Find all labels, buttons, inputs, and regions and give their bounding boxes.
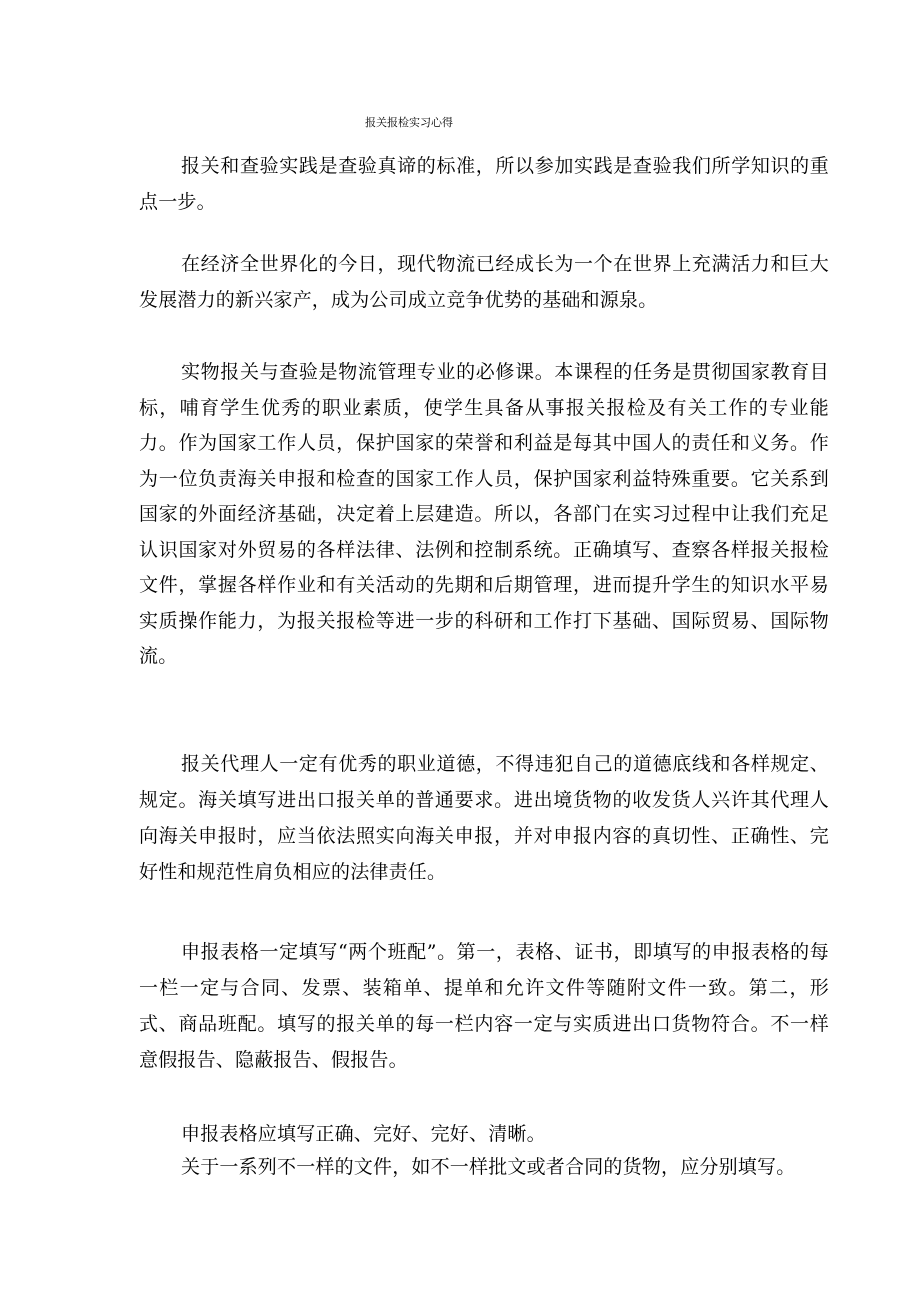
paragraph-1: 报关和查验实践是查验真谛的标准，所以参加实践是查验我们所学知识的重点一步。 (139, 155, 829, 213)
paragraph-3: 实物报关与查验是物流管理专业的必修课。本课程的任务是贯彻国家教育目标，哺育学生优秀的职业素质，使学生具备从事报关报检及有关工作的专业能力。作为国家工作人员，保护国家的荣誉和利益是每其中国人的责任和义务。作为一位负责海关申报和检查的国家工作人员，保护国家利益特殊重要。它关系到国家的外面经济基础，决定着上层建造。所以，各部门在实习过程中让我们充足认识国家对外贸易的各样法律、法例和控制系统。正确填写、查察各样报关报检文件，掌握各样作业和有关活动的先期和后期管理，进而提升学生的知识水平易实质操作能力，为报关报检等进一步的科研和工作打下基础、国际贸易、国际物流。 (139, 361, 829, 667)
paragraph-4: 报关代理人一定有优秀的职业道德，不得违犯自己的道德底线和各样规定、规定。海关填写进出口报关单的普通要求。进出境货物的收发货人兴许其代理人向海关申报时，应当依法照实向海关申报，并对申报内容的真切性、正确性、完好性和规范性肩负相应的法律责任。 (139, 753, 829, 883)
paragraph-6: 申报表格应填写正确、完好、完好、清晰。 (181, 1123, 546, 1145)
paragraph-7: 关于一系列不一样的文件，如不一样批文或者合同的货物，应分别填写。 (181, 1156, 796, 1178)
paragraph-2: 在经济全世界化的今日，现代物流已经成长为一个在世界上充满活力和巨大发展潜力的新兴家产，成为公司成立竞争优势的基础和源泉。 (139, 253, 829, 311)
paragraph-5: 申报表格一定填写“两个班配”。第一，表格、证书，即填写的申报表格的每一栏一定与合同、发票、装箱单、提单和允许文件等随附文件一致。第二，形式、商品班配。填写的报关单的每一栏内容一定与实质进出口货物符合。不一样意假报告、隐蔽报告、假报告。 (139, 941, 829, 1071)
document-title: 报关报检实习心得 (365, 116, 453, 129)
